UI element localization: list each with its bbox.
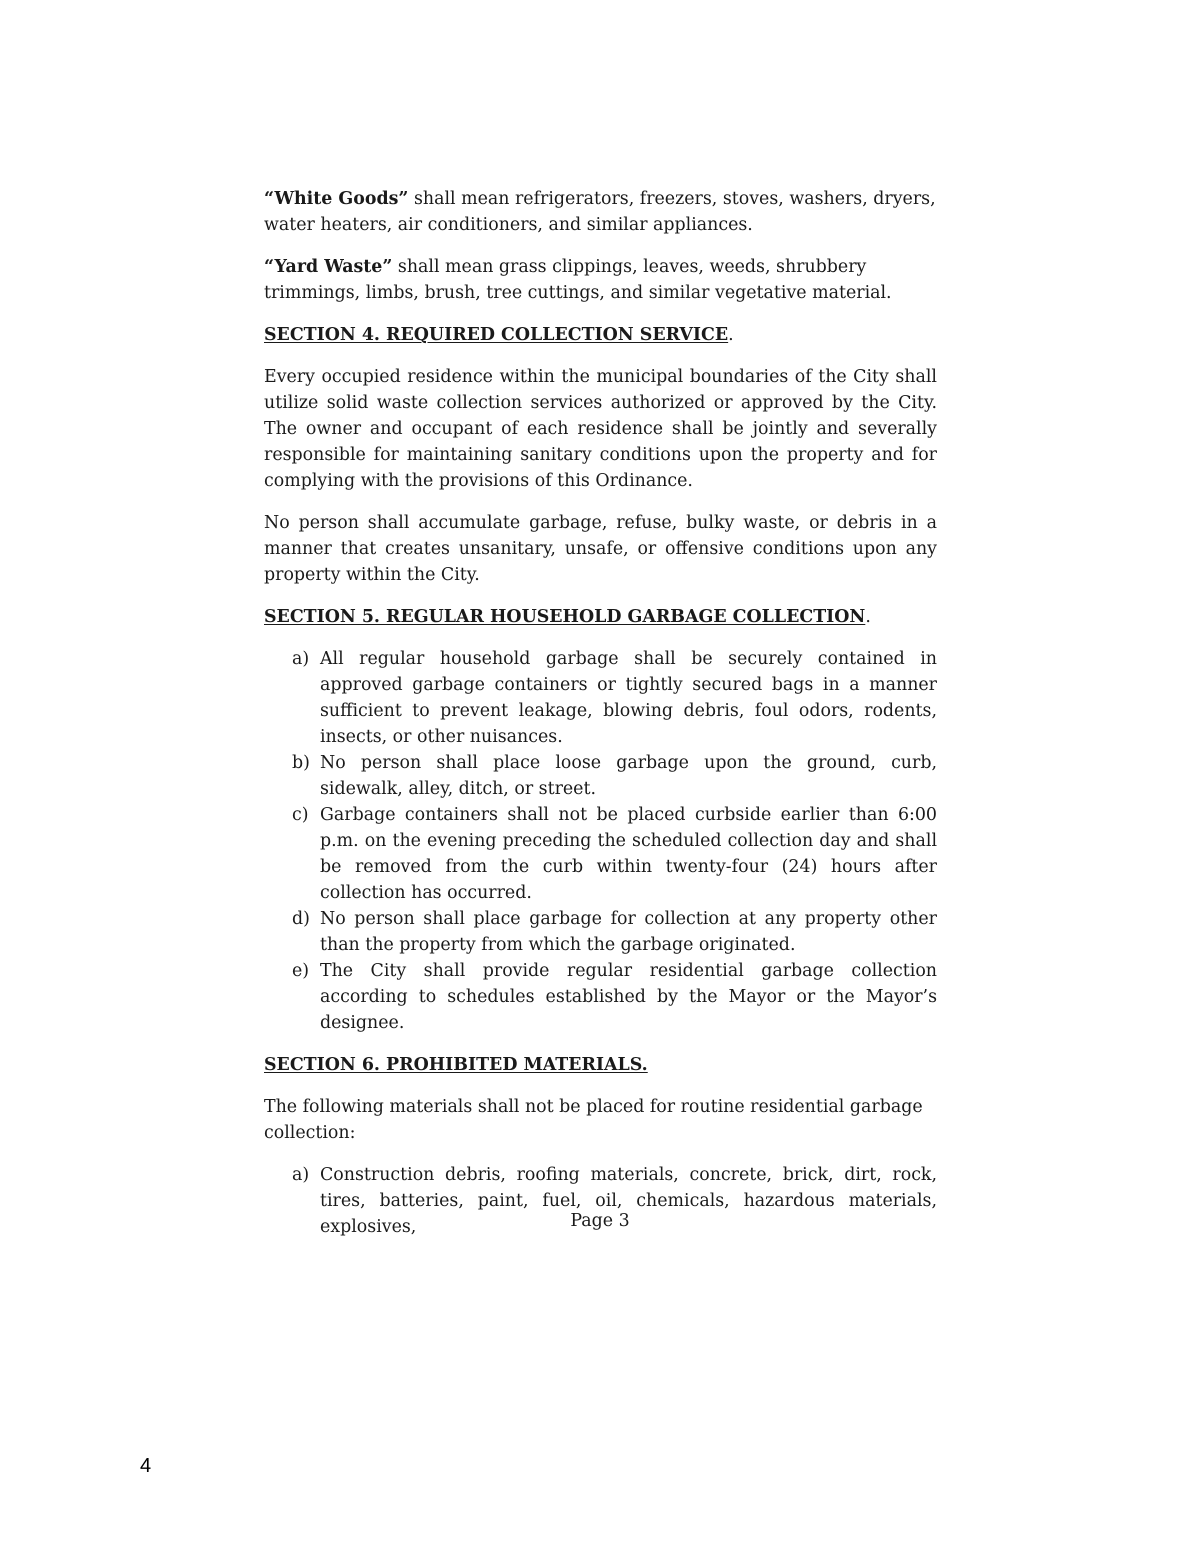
section-heading-trail: . <box>865 607 871 627</box>
list-item-text: No person shall place loose garbage upon the ground, curb, sidewalk, alley, ditch, or street. <box>320 753 937 799</box>
document-body <box>264 186 937 1256</box>
list-item-text: Construction debris, roofing materials, concrete, brick, dirt, rock, tires, batteries, paint, fuel, oil, chemicals, hazardous materials, explosives, <box>320 1165 937 1237</box>
list-item <box>264 750 937 802</box>
section-5-heading <box>264 604 937 630</box>
list-item <box>264 802 937 906</box>
list-marker: a) <box>292 1165 310 1185</box>
page-number-label: Page 3 <box>570 1211 630 1231</box>
list-item-text: All regular household garbage shall be securely contained in approved garbage containers or tightly secured bags in a manner sufficient to prevent leakage, blowing debris, foul odors, rodents, insects, or other nuisances. <box>320 649 937 747</box>
definition-text: shall mean refrigerators, freezers, stoves, washers, dryers, water heaters, air conditioners, and similar appliances. <box>264 189 936 235</box>
section-6-intro: The following materials shall not be placed for routine residential garbage collection: <box>264 1097 923 1143</box>
section-5-list <box>264 646 937 1036</box>
list-marker: c) <box>292 805 309 825</box>
list-item <box>264 646 937 750</box>
corner-page-number: 4 <box>140 1455 152 1477</box>
list-item <box>264 906 937 958</box>
section-heading-trail: . <box>728 325 734 345</box>
section-4-paragraph: No person shall accumulate garbage, refuse, bulky waste, or debris in a manner that creates unsanitary, unsafe, or offensive conditions upon any property within the City. <box>264 513 937 585</box>
section-heading-text: SECTION 5. REGULAR HOUSEHOLD GARBAGE COLLECTION <box>264 607 866 627</box>
list-item-text: The City shall provide regular residential garbage collection according to schedules established by the Mayor or the Mayor’s designee. <box>320 961 937 1033</box>
definition-term: “Yard Waste” <box>264 257 393 277</box>
list-marker: a) <box>292 649 310 669</box>
section-heading-text: SECTION 6. PROHIBITED MATERIALS. <box>264 1055 648 1075</box>
definition-white-goods <box>264 186 937 238</box>
list-item <box>264 958 937 1036</box>
section-4-heading <box>264 322 937 348</box>
section-4-paragraph: Every occupied residence within the municipal boundaries of the City shall utilize solid waste collection services authorized or approved by the City. The owner and occupant of each residence shall be jointly and severally responsible for maintaining sanitary conditions upon the property and for complying with the provisions of this Ordinance. <box>264 367 937 491</box>
list-marker: b) <box>292 753 310 773</box>
list-marker: d) <box>292 909 310 929</box>
list-item-text: Garbage containers shall not be placed curbside earlier than 6:00 p.m. on the evening preceding the scheduled collection day and shall be removed from the curb within twenty-four (24) hours after collection has occurred. <box>320 805 937 903</box>
definition-text: shall mean grass clippings, leaves, weeds, shrubbery trimmings, limbs, brush, tree cuttings, and similar vegetative material. <box>264 257 892 303</box>
section-heading-text: SECTION 4. REQUIRED COLLECTION SERVICE <box>264 325 729 345</box>
list-marker: e) <box>292 961 310 981</box>
section-6-heading <box>264 1052 937 1078</box>
definition-term: “White Goods” <box>264 189 409 209</box>
list-item-text: No person shall place garbage for collection at any property other than the property from which the garbage originated. <box>320 909 937 955</box>
definition-yard-waste <box>264 254 937 306</box>
